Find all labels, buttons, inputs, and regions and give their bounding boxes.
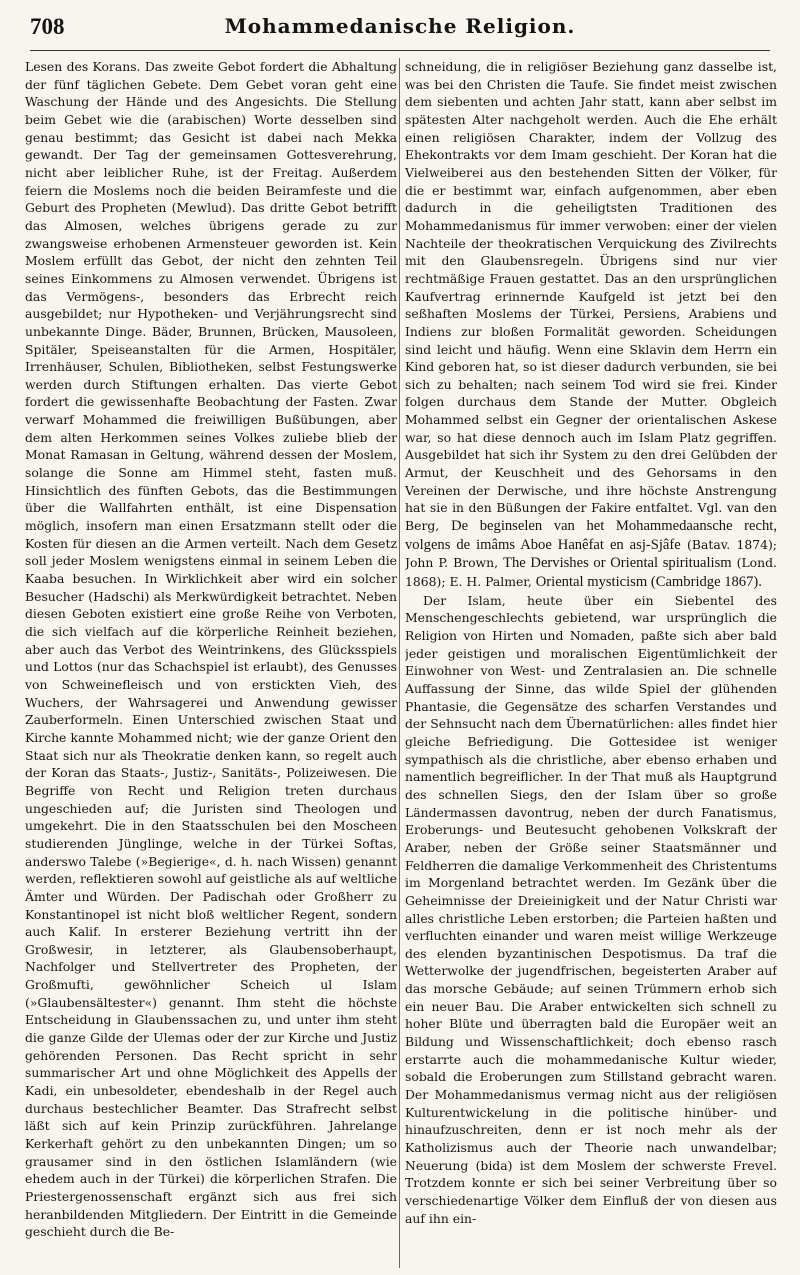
left-column-paragraph: Lesen des Korans. Das zweite Gebot fordert die Abhaltung der fünf täglichen Gebete. Dem Gebet voran geht eine Waschung der Hände und des Angesichts. Die Stellung beim Gebet wie die (arabischen) Worte desselben sind genau bestimmt; das Gesicht ist dabei nach Mekka gewandt. Der Tag der gemeinsamen Gottesverehrung, nicht aber leiblicher Ruhe, ist der Freitag. Außerdem feiern die Moslems noch die beiden Beiramfeste und die Geburt des Propheten (Mewlud). Das dritte Gebot betrifft das Almosen, welches übrigens gerade zu zur zwangsweise erhobenen Armensteuer geworden ist. Kein Moslem erfüllt das Gebot, der nicht den zehnten Teil seines Einkommens zu Almosen verwendet. Übrigens ist das Vermögens-, besonders das Erbrecht reich ausgebildet; nur Hypotheken- und Verjährungsrecht sind unbekannte Dinge. Bäder, Brunnen, Brücken, Mausoleen, Spitäler, Speiseanstalten für die Armen, Hospitäler, Irrenhäuser, Schulen, Bibliotheken, selbst Festungswerke werden durch Stiftungen erhalten. Das vierte Gebot fordert die gewissenhafte Beobachtung der Fasten. Zwar verwarf Mohammed die freiwilligen Bußübungen, aber dem alten Herkommen seines Volkes zuliebe blieb der Monat Ramasan in Geltung, während dessen der Moslem, solange die Sonne am Himmel steht, fasten muß. Hinsichtlich des fünften Gebots, das die Bestimmungen über die Wallfahrten enthält, ist eine Dispensation möglich, insofern man einen Ersatzmann stellt oder die Kosten für diesen an die Armen verteilt. Nach dem Gesetz soll jeder Moslem wenigstens einmal in seinem Leben die Kaaba besuchen. In Wirklichkeit aber wird ein solcher Besucher (Hadschi) als Merkwürdigkeit betrachtet. Neben diesen Geboten existiert eine große Reihe von Verboten, die sich vielfach auf die körperliche Reinheit beziehen, aber auch das Verbot des Weintrinkens, des Glücksspiels und Lottos (nur das Schachspiel ist erlaubt), des Genusses von Schweinefleisch und von erstickten Vieh, des Wuchers, der Wahrsagerei und Anwendung gewisser Zauberformeln. Einen Unterschied zwischen Staat und Kirche kannte Mohammed nicht; wie der ganze Orient den Staat sich nur als Theokratie denken kann, so regelt auch der Koran das Staats-, Justiz-, Sanitäts-, Polizeiwesen. Die Begriffe von Recht und Religion treten durchaus ungeschieden auf; die Juristen sind Theologen und umgekehrt. Die in den Staatsschulen bei den Moscheen studierenden Jünglinge, welche in der Türkei Softas, anderswo Talebe (»Begierige«, d. h. nach Wissen) genannt werden, reflektieren sowohl auf geistliche als auf weltliche Ämter und Würden. Der Padischah oder Großherr zu Konstantinopel ist nicht bloß weltlicher Regent, sondern auch Kalif. In ersterer Beziehung vertritt ihn der Großwesir, in letzterer, als Glaubensoberhaupt, Nachfolger und Stellvertreter des Propheten, der Großmufti, gewöhnlicher Scheich ul Islam (»Glaubensältester«) genannt. Ihm steht die höchste Entscheidung in Glaubenssachen zu, und unter ihm steht die ganze Gilde der Ulemas oder der zur Kirche und Justiz gehörenden Personen. Das Recht spricht in sehr summarischer Art und ohne Möglichkeit des Appells der Kadi, ein unbesoldeter, ebendeshalb in der Regel auch durchaus bestechlicher Beamter. Das Strafrecht selbst läßt sich auf kein Prinzip zurückführen. Jahrelange Kerkerhaft gehört zu den unbekannten Dingen; um so grausamer sind in den östlichen Islamländern (wie ehedem auch in der Türkei) die körperlichen Strafen. Die Priestergenossenschaft ergänzt sich aus frei sich heranbildenden Mitgliedern. Der Eintritt in die Gemeinde geschieht durch die Be- [25, 59, 397, 1240]
citation-title-brown: The Dervishes or Oriental spiritualism [503, 555, 732, 572]
right-column-paragraph-islam: Der Islam, heute über ein Siebentel des Menschengeschlechts gebietend, war ursprünglich die Religion von Hirten und Nomaden, paßte sich aber bald jeder geistigen und moralischen Eigentümlichkeit der Einwohner von West- und Zentralasien an. Die schnelle Auffassung der Sinne, das wilde Spiel der glühenden Phantasie, die Gegensätze des scharfen Verstandes und der Sehnsucht nach dem Übernatürlichen: alles findet hier gleiche Befriedigung. Die Gottesidee ist weniger sympathisch als die christliche, aber ebenso erhaben und namentlich begreiflicher. In der That muß als Hauptgrund des schnellen Siegs, den der Islam über so große Ländermassen davontrug, neben der durch Fanatismus, Eroberungs- und Beutesucht gehobenen Volkskraft der Araber, neben der Größe seiner Staatsmänner und Feldherren die damalige Verkommenheit des Christentums im Morgenland betrachtet werden. Im Gezänk über die Geheimnisse der Dreieinigkeit und der Natur Christi war alles christliche Leben erstorben; die Parteien haßten und verfluchten einander und waren meist willige Werkzeuge des elenden byzantinischen Despotismus. Da traf die Wetterwolke der jugendfrischen, begeisterten Araber auf das morsche Gebäude; auf seinen Trümmern erhob sich ein neuer Bau. Die Araber entwickelten sich schnell zu hoher Blüte und überragten bald die Europäer weit an Bildung und Wissenschaftlichkeit; doch ebenso rasch erstarrte auch die mohammedanische Kultur wieder, sobald die Eroberungen zum Stillstand gebracht waren. Der Mohammedanismus vermag nicht aus der religiösen Kulturentwickelung in die politische hinüber- und hinaufzuschreiten, denn er ist noch mehr als der Katholizismus auch der Theorie nach unwandelbar; Neuerung (bida) ist dem Moslem der schwerste Frevel. Trotzdem konnte er sich bei seiner Verbreitung über so verschiedenartige Völker dem Einfluß der von diesen aus auf ihn ein- [405, 592, 777, 1226]
running-title: Mohammedanische Religion. [224, 14, 576, 38]
right-column [405, 58, 777, 1268]
citation-imprint-palmer: (Lond. 1868); E. H. Palmer, [405, 555, 777, 590]
citation-title-palmer: Oriental mysticism (Cambridge 1867). [535, 574, 762, 591]
citation-title-berg: De beginselen van het Mohammedaansche recht, volgens de imâms Aboe Hanêfat en asj-Sjâfe [405, 518, 777, 553]
right-column-paragraph-continuation [405, 58, 777, 592]
page-header [30, 14, 770, 50]
column-divider [399, 58, 400, 1268]
header-rule [30, 50, 770, 51]
page-number: 708 [30, 14, 65, 39]
left-column [25, 58, 397, 1268]
citation-imprint-brown: (Batav. 1874); John P. Brown, [405, 536, 777, 571]
paragraph-text: schneidung, die in religiöser Beziehung ganz dasselbe ist, was bei den Christen die Taufe. Sie findet meist zwischen dem siebenten und achten Jahr statt, kann aber selbst im spätesten Alter nachgeholt werden. Auch die Ehe erhält einen religiösen Charakter, indem der Vollzug des Ehekontrakts vor dem Imam geschieht. Der Koran hat die Vielweiberei aus den bestehenden Sitten der Völker, für die er bestimmt war, einfach aufgenommen, aber eben dadurch in die geheiligtsten Traditionen des Mohammedanismus für immer verwoben: einer der vielen Nachteile der theokratischen Verquickung des Zivilrechts mit den Glaubensregeln. Übrigens sind nur vier rechtmäßige Frauen gestattet. Das an den ursprünglichen Kaufvertrag erinnernde Kaufgeld ist jetzt bei den seßhaften Moslems der Türkei, Persiens, Arabiens und Indiens zur bloßen Formalität geworden. Scheidungen sind leicht und häufig. Wenn eine Sklavin dem Herrn ein Kind geboren hat, so ist dieser dadurch verbunden, sie bei sich zu behalten; nach seinem Tod wird sie frei. Kinder folgen durchaus dem Stande der Mutter. Obgleich Mohammed selbst ein Gegner der orientalischen Askese war, so hat diese dennoch auch im Islam Platz gegriffen. Ausgebildet hat sich ihr System zu den drei Gelübden der Armut, der Keuschheit und des Gehorsams in den Vereinen der Derwische, und ihre höchste Anstrengung hat sie in den Büßungen der Fakire entfaltet. Vgl. van den Berg, [405, 59, 777, 534]
